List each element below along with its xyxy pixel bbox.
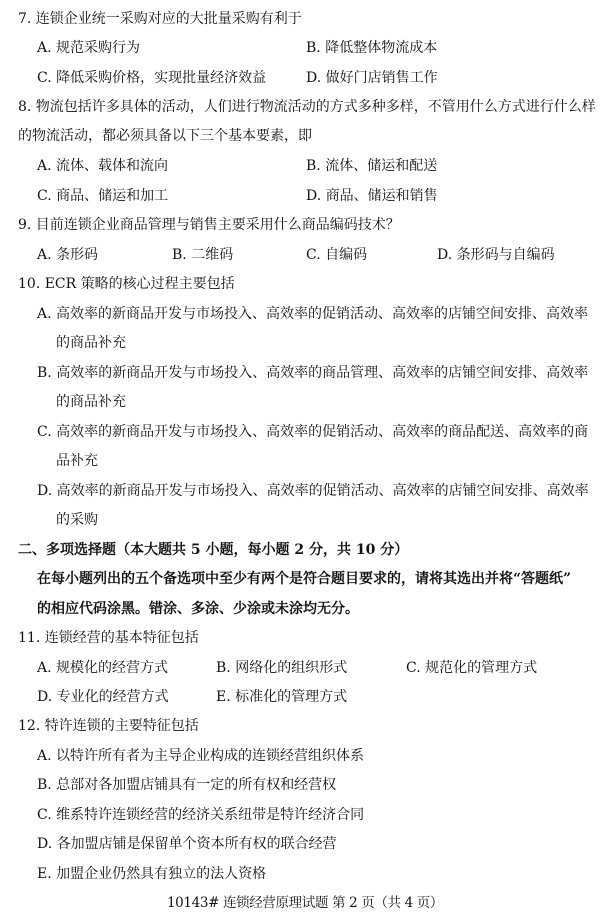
question-11-option-e: E. 标准化的管理方式 bbox=[216, 689, 348, 705]
question-10-option-c-line-1: C. 高效率的新商品开发与市场投入、高效率的促销活动、高效率的商品配送、高效率的商 bbox=[37, 424, 589, 440]
question-7-option-c: C. 降低采购价格，实现批量经济效益 bbox=[37, 70, 267, 86]
question-9-option-d: D. 条形码与自编码 bbox=[437, 247, 555, 263]
question-8-stem-line-1: 8. 物流包括许多具体的活动，人们进行物流活动的方式多种多样，不管用什么方式进行什么样 bbox=[18, 99, 596, 115]
question-9-option-a: A. 条形码 bbox=[37, 247, 99, 263]
question-10-option-a-line-2: 的商品补充 bbox=[56, 335, 126, 351]
question-10-option-c-line-2: 品补充 bbox=[56, 453, 98, 469]
question-12-option-b: B. 总部对各加盟店铺具有一定的所有权和经营权 bbox=[37, 777, 337, 793]
question-7-option-b: B. 降低整体物流成本 bbox=[306, 40, 438, 56]
question-8-option-a: A. 流体、载体和流向 bbox=[37, 158, 169, 174]
question-9-stem: 9. 目前连锁企业商品管理与销售主要采用什么商品编码技术？ bbox=[18, 217, 400, 233]
question-10-option-b-line-2: 的商品补充 bbox=[56, 394, 126, 410]
question-8-option-d: D. 商品、储运和销售 bbox=[306, 188, 438, 204]
question-8-option-c: C. 商品、储运和加工 bbox=[37, 188, 169, 204]
section-2-instruction-line-1: 在每小题列出的五个备选项中至少有两个是符合题目要求的，请将其选出并将“答题纸” bbox=[37, 571, 572, 587]
question-11-option-d: D. 专业化的经营方式 bbox=[37, 689, 169, 705]
question-10-option-b-line-1: B. 高效率的新商品开发与市场投入、高效率的商品管理、高效率的店铺空间安排、高效率 bbox=[37, 365, 589, 381]
page-footer: 10143# 连锁经营原理试题 第 2 页（共 4 页） bbox=[166, 895, 444, 911]
question-12-option-e: E. 加盟企业仍然具有独立的法人资格 bbox=[37, 866, 267, 882]
question-11-option-c: C. 规范化的管理方式 bbox=[406, 660, 538, 676]
question-8-option-b: B. 流体、储运和配送 bbox=[306, 158, 438, 174]
question-7-option-d: D. 做好门店销售工作 bbox=[306, 70, 438, 86]
question-12-stem: 12. 特许连锁的主要特征包括 bbox=[18, 718, 199, 734]
question-9-option-b: B. 二维码 bbox=[172, 247, 234, 263]
question-12-option-d: D. 各加盟店铺是保留单个资本所有权的联合经营 bbox=[37, 836, 337, 852]
section-2-instruction-line-2: 的相应代码涂黑。错涂、多涂、少涂或未涂均无分。 bbox=[37, 601, 359, 617]
question-10-option-d-line-1: D. 高效率的新商品开发与市场投入、高效率的促销活动、高效率的店铺空间安排、高效率 bbox=[37, 483, 589, 499]
question-7-option-a: A. 规范采购行为 bbox=[37, 40, 141, 56]
question-10-option-d-line-2: 的采购 bbox=[56, 512, 98, 528]
question-12-option-a: A. 以特许所有者为主导企业构成的连锁经营组织体系 bbox=[37, 748, 365, 764]
question-7-stem: 7. 连锁企业统一采购对应的大批量采购有利于 bbox=[18, 11, 302, 27]
question-11-option-a: A. 规模化的经营方式 bbox=[37, 660, 169, 676]
question-11-stem: 11. 连锁经营的基本特征包括 bbox=[18, 630, 199, 646]
question-9-option-c: C. 自编码 bbox=[306, 247, 368, 263]
question-10-option-a-line-1: A. 高效率的新商品开发与市场投入、高效率的促销活动、高效率的店铺空间安排、高效率 bbox=[37, 306, 589, 322]
question-11-option-b: B. 网络化的组织形式 bbox=[216, 660, 348, 676]
question-12-option-c: C. 维系特许连锁经营的经济关系纽带是特许经济合同 bbox=[37, 807, 365, 823]
question-8-stem-line-2: 的物流活动，都必须具备以下三个基本要素，即 bbox=[18, 128, 312, 144]
question-10-stem: 10. ECR 策略的核心过程主要包括 bbox=[18, 276, 235, 292]
section-2-title: 二、多项选择题（本大题共 5 小题，每小题 2 分，共 10 分） bbox=[18, 542, 409, 558]
